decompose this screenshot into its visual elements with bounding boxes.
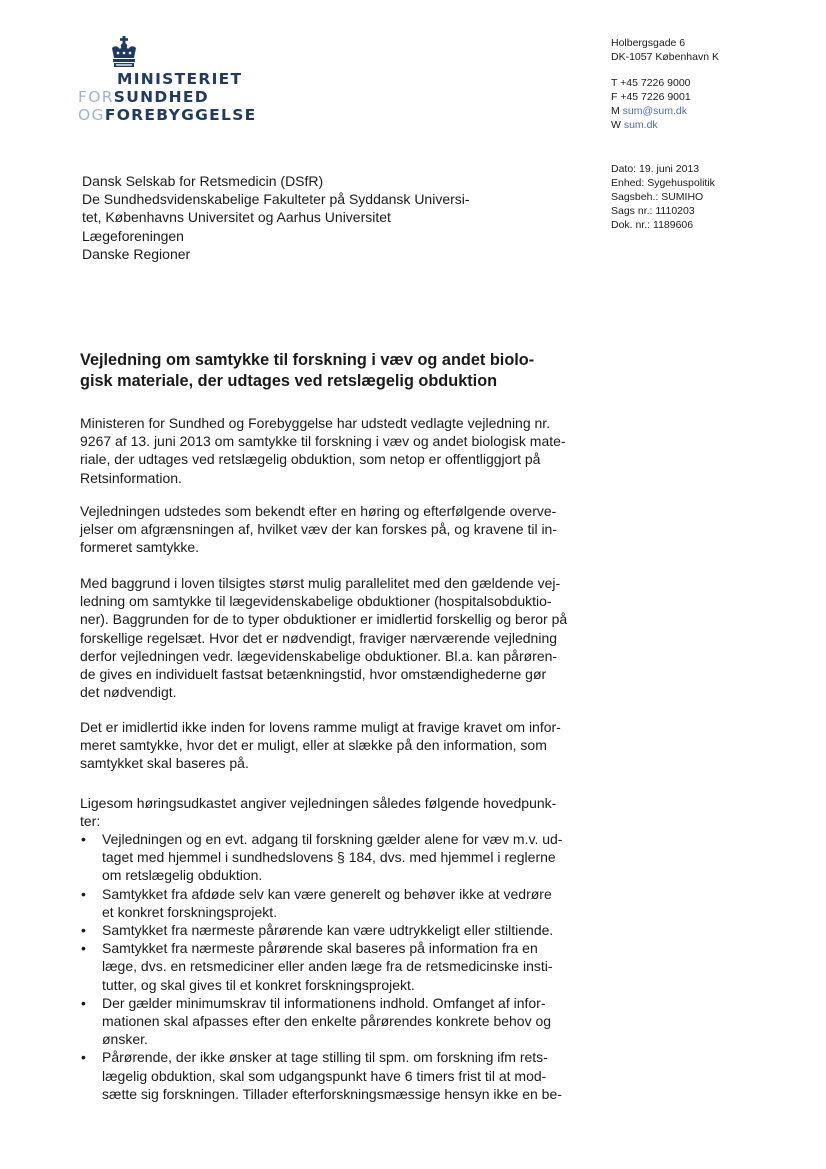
document-meta — [611, 162, 715, 232]
logo-line-sundhed: FORSUNDHED — [78, 88, 209, 106]
paragraph-line: forskellige regelsæt. Hvor det er nødvendigt, fraviger nærværende vejledning — [80, 629, 558, 646]
bullet-icon: • — [81, 940, 86, 957]
letter-title — [80, 350, 580, 392]
address-fax: F +45 7226 9001 — [611, 91, 691, 103]
list-item: • Vejledningen og en evt. adgang til forskning gælder alene for væv m.v. ud- taget med hjemmel i sundhedslovens § 184, dvs. med hjemmel i reglerne om retslægelig obduktion. — [81, 831, 563, 884]
paragraph-line: jelser om afgrænsningen af, hvilket væv der kan forskes på, og kravene til in- — [80, 521, 558, 538]
paragraph-line: Det er imidlertid ikke inden for lovens ramme muligt at fravige kravet om infor- — [80, 719, 561, 735]
paragraph-line: 9267 af 13. juni 2013 om samtykke til forskning i væv og andet biologisk mate- — [80, 433, 566, 450]
paragraph-line: ner). Baggrunden for de to typer obduktioner er imidlertid forskellig og beror på — [80, 611, 568, 628]
address-city: DK-1057 København K — [611, 51, 719, 63]
title-line: Vejledning om samtykke til forskning i væv og andet biolo- — [80, 351, 535, 369]
bullet-icon: • — [81, 922, 86, 939]
meta-unit: Enhed: Sygehuspolitik — [611, 177, 715, 189]
bullet-icon: • — [81, 831, 86, 847]
ministry-logo — [78, 36, 278, 136]
bullet-icon: • — [81, 885, 86, 902]
paragraph-line: derfor vejledningen vedr. lægevidenskabelige obduktioner. Bl.a. kan pårøren- — [80, 647, 558, 664]
logo-line-ministeriet: MINISTERIET — [117, 70, 243, 88]
body-paragraph-5 — [80, 794, 570, 830]
paragraph-line: ledning om samtykke til lægevidenskabelige obduktioner (hospitalsobduktio- — [80, 593, 552, 610]
address-mail-row: M sum@sum.dk — [611, 105, 688, 117]
bullet-icon: • — [81, 1049, 86, 1066]
paragraph-line: Ligesom høringsudkastet angiver vejledningen således følgende hovedpunk- — [80, 795, 557, 811]
paragraph-line: formeret samtykke. — [80, 539, 200, 556]
web-link[interactable]: sum.dk — [623, 119, 658, 131]
paragraph-line: Vejledningen udstedes som bekendt efter en høring og efterfølgende overve- — [80, 503, 557, 519]
paragraph-line: Med baggrund i loven tilsigtes størst mulig parallelitet med den gældende vej- — [80, 575, 561, 591]
body-paragraph-1 — [80, 414, 570, 487]
logo-line-forebyggelse: OGFOREBYGGELSE — [78, 106, 257, 124]
list-item: • Samtykket fra nærmeste pårørende skal baseres på information fra en læge, dvs. en retsmediciner eller anden læge fra de retsmedicinske insti- tutter, og skal gives til et konkret forskningsprojekt. — [81, 940, 553, 993]
meta-case-number: Sags nr.: 1110203 — [611, 205, 695, 217]
list-item: • Samtykket fra afdøde selv kan være generelt og behøver ikke at vedrøre et konkret forskningsprojekt. — [81, 885, 552, 920]
email-link[interactable]: sum@sum.dk — [622, 105, 688, 117]
paragraph-line: de gives en individuelt fastsat betænkningstid, hvor omstændighederne gør — [80, 666, 547, 683]
meta-case-officer: Sagsbeh.: SUMIHO — [611, 191, 704, 203]
meta-date: Dato: 19. juni 2013 — [611, 163, 700, 175]
recipient-line: De Sundhedsvidenskabelige Fakulteter på Syddansk Universi- — [82, 191, 470, 208]
title-line: gisk materiale, der udtages ved retslægelig obduktion — [80, 372, 498, 390]
paragraph-line: samtykket skal baseres på. — [80, 755, 249, 772]
bullet-icon: • — [81, 994, 86, 1011]
paragraph-line: Retsinformation. — [80, 469, 182, 486]
paragraph-line: meret samtykke, hvor det er muligt, eller at slække på den information, som — [80, 737, 547, 754]
main-points-list — [80, 830, 580, 1103]
recipient-list — [82, 172, 470, 263]
recipient-line: tet, Københavns Universitet og Aarhus Universitet — [82, 209, 391, 226]
body-paragraph-3 — [80, 574, 570, 701]
body-paragraph-4 — [80, 718, 570, 773]
recipient-line: Lægeforeningen — [82, 227, 184, 244]
sender-address — [611, 36, 719, 132]
body-paragraph-2 — [80, 502, 570, 557]
royal-crown-icon — [109, 36, 139, 68]
list-item: • Pårørende, der ikke ønsker at tage stilling til spm. om forskning ifm rets- lægelig obduktion, skal som udgangspunkt have 6 timers frist til at mod- sætte sig forskningen. Tillader efterforskningsmæssige hensyn ikke en be- — [81, 1049, 562, 1102]
address-phone: T +45 7226 9000 — [611, 77, 691, 89]
address-web-row: W sum.dk — [611, 119, 658, 131]
recipient-line: Dansk Selskab for Retsmedicin (DSfR) — [82, 173, 324, 189]
paragraph-line: Ministeren for Sundhed og Forebyggelse har udstedt vedlagte vejledning nr. — [80, 415, 551, 431]
paragraph-line: riale, der udtages ved retslægelig obduktion, som netop er offentliggjort på — [80, 451, 541, 468]
paragraph-line: ter: — [80, 813, 101, 830]
address-street: Holbergsgade 6 — [611, 37, 686, 49]
recipient-line: Danske Regioner — [82, 245, 191, 262]
meta-document-number: Dok. nr.: 1189606 — [611, 219, 694, 231]
paragraph-line: det nødvendigt. — [80, 684, 177, 701]
list-item: • Samtykket fra nærmeste pårørende kan være udtrykkeligt eller stiltiende. — [81, 922, 554, 939]
list-item: • Der gælder minimumskrav til informationens indhold. Omfanget af infor- mationen skal afpasses efter den enkelte pårørendes konkrete behov og ønsker. — [81, 994, 552, 1048]
